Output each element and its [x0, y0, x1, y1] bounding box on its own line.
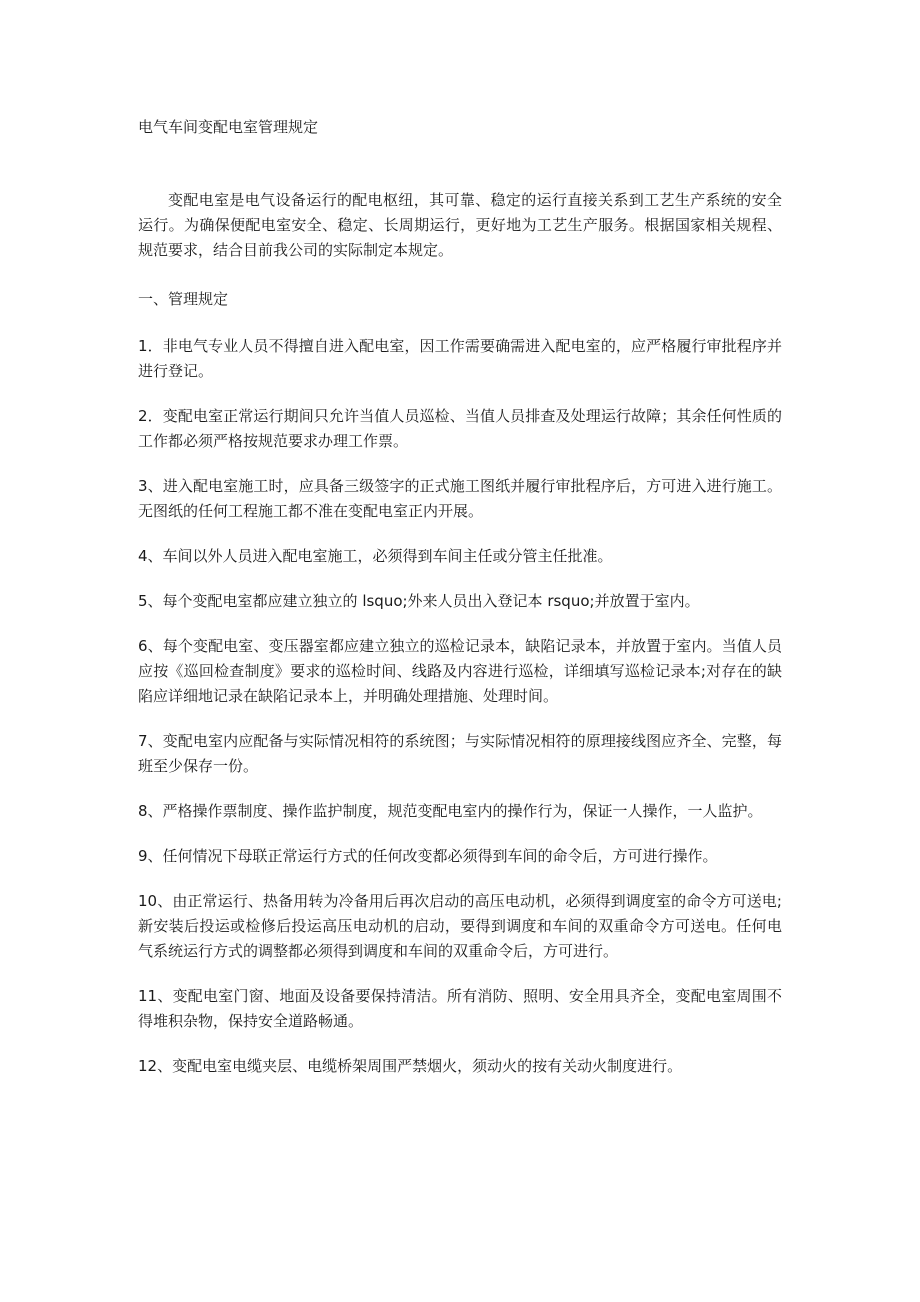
rule-item-11: 11、变配电室门窗、地面及设备要保持清洁。所有消防、照明、安全用具齐全，变配电室周围不得堆积杂物，保持安全道路畅通。 — [138, 987, 782, 1030]
section-heading: 一、管理规定 — [138, 290, 229, 308]
rule-item-8: 8、严格操作票制度、操作监护制度，规范变配电室内的操作行为，保证一人操作，一人监护。 — [138, 802, 763, 820]
rule-item-6: 6、每个变配电室、变压器室都应建立独立的巡检记录本，缺陷记录本，并放置于室内。当值人员应按《巡回检查制度》要求的巡检时间、线路及内容进行巡检，详细填写巡检记录本;对存在的缺陷应详细地记录在缺陷记录本上，并明确处理措施、处理时间。 — [138, 637, 782, 705]
rule-item-7: 7、变配电室内应配备与实际情况相符的系统图；与实际情况相符的原理接线图应齐全、完整，每班至少保存一份。 — [138, 732, 782, 775]
rule-item-2: 2．变配电室正常运行期间只允许当值人员巡检、当值人员排查及处理运行故障；其余任何性质的工作都必须严格按规范要求办理工作票。 — [138, 407, 782, 450]
rule-item-3: 3、进入配电室施工时，应具备三级签字的正式施工图纸并履行审批程序后，方可进入进行施工。无图纸的任何工程施工都不准在变配电室正内开展。 — [138, 477, 782, 520]
rule-item-9: 9、任何情况下母联正常运行方式的任何改变都必须得到车间的命令后，方可进行操作。 — [138, 847, 718, 865]
intro-paragraph: 变配电室是电气设备运行的配电枢纽，其可靠、稳定的运行直接关系到工艺生产系统的安全运行。为确保便配电室安全、稳定、长周期运行，更好地为工艺生产服务。根据国家相关规程、规范要求，结合目前我公司的实际制定本规定。 — [138, 191, 782, 259]
rule-item-5: 5、每个变配电室都应建立独立的 lsquo;外来人员出入登记本 rsquo;并放置于室内。 — [138, 592, 700, 610]
document-body — [138, 114, 782, 1099]
rule-item-1: 1．非电气专业人员不得擅自进入配电室，因工作需要确需进入配电室的，应严格履行审批程序并进行登记。 — [138, 337, 782, 380]
rule-item-12: 12、变配电室电缆夹层、电缆桥架周围严禁烟火，须动火的按有关动火制度进行。 — [138, 1057, 683, 1075]
rule-item-4: 4、车间以外人员进入配电室施工，必须得到车间主任或分管主任批准。 — [138, 547, 613, 565]
rule-item-10: 10、由正常运行、热备用转为冷备用后再次启动的高压电动机，必须得到调度室的命令方可送电;新安装后投运或检修后投运高压电动机的启动，要得到调度和车间的双重命令方可送电。任何电气系统运行方式的调整都必须得到调度和车间的双重命令后，方可进行。 — [138, 892, 782, 960]
document-title: 电气车间变配电室管理规定 — [138, 118, 319, 136]
